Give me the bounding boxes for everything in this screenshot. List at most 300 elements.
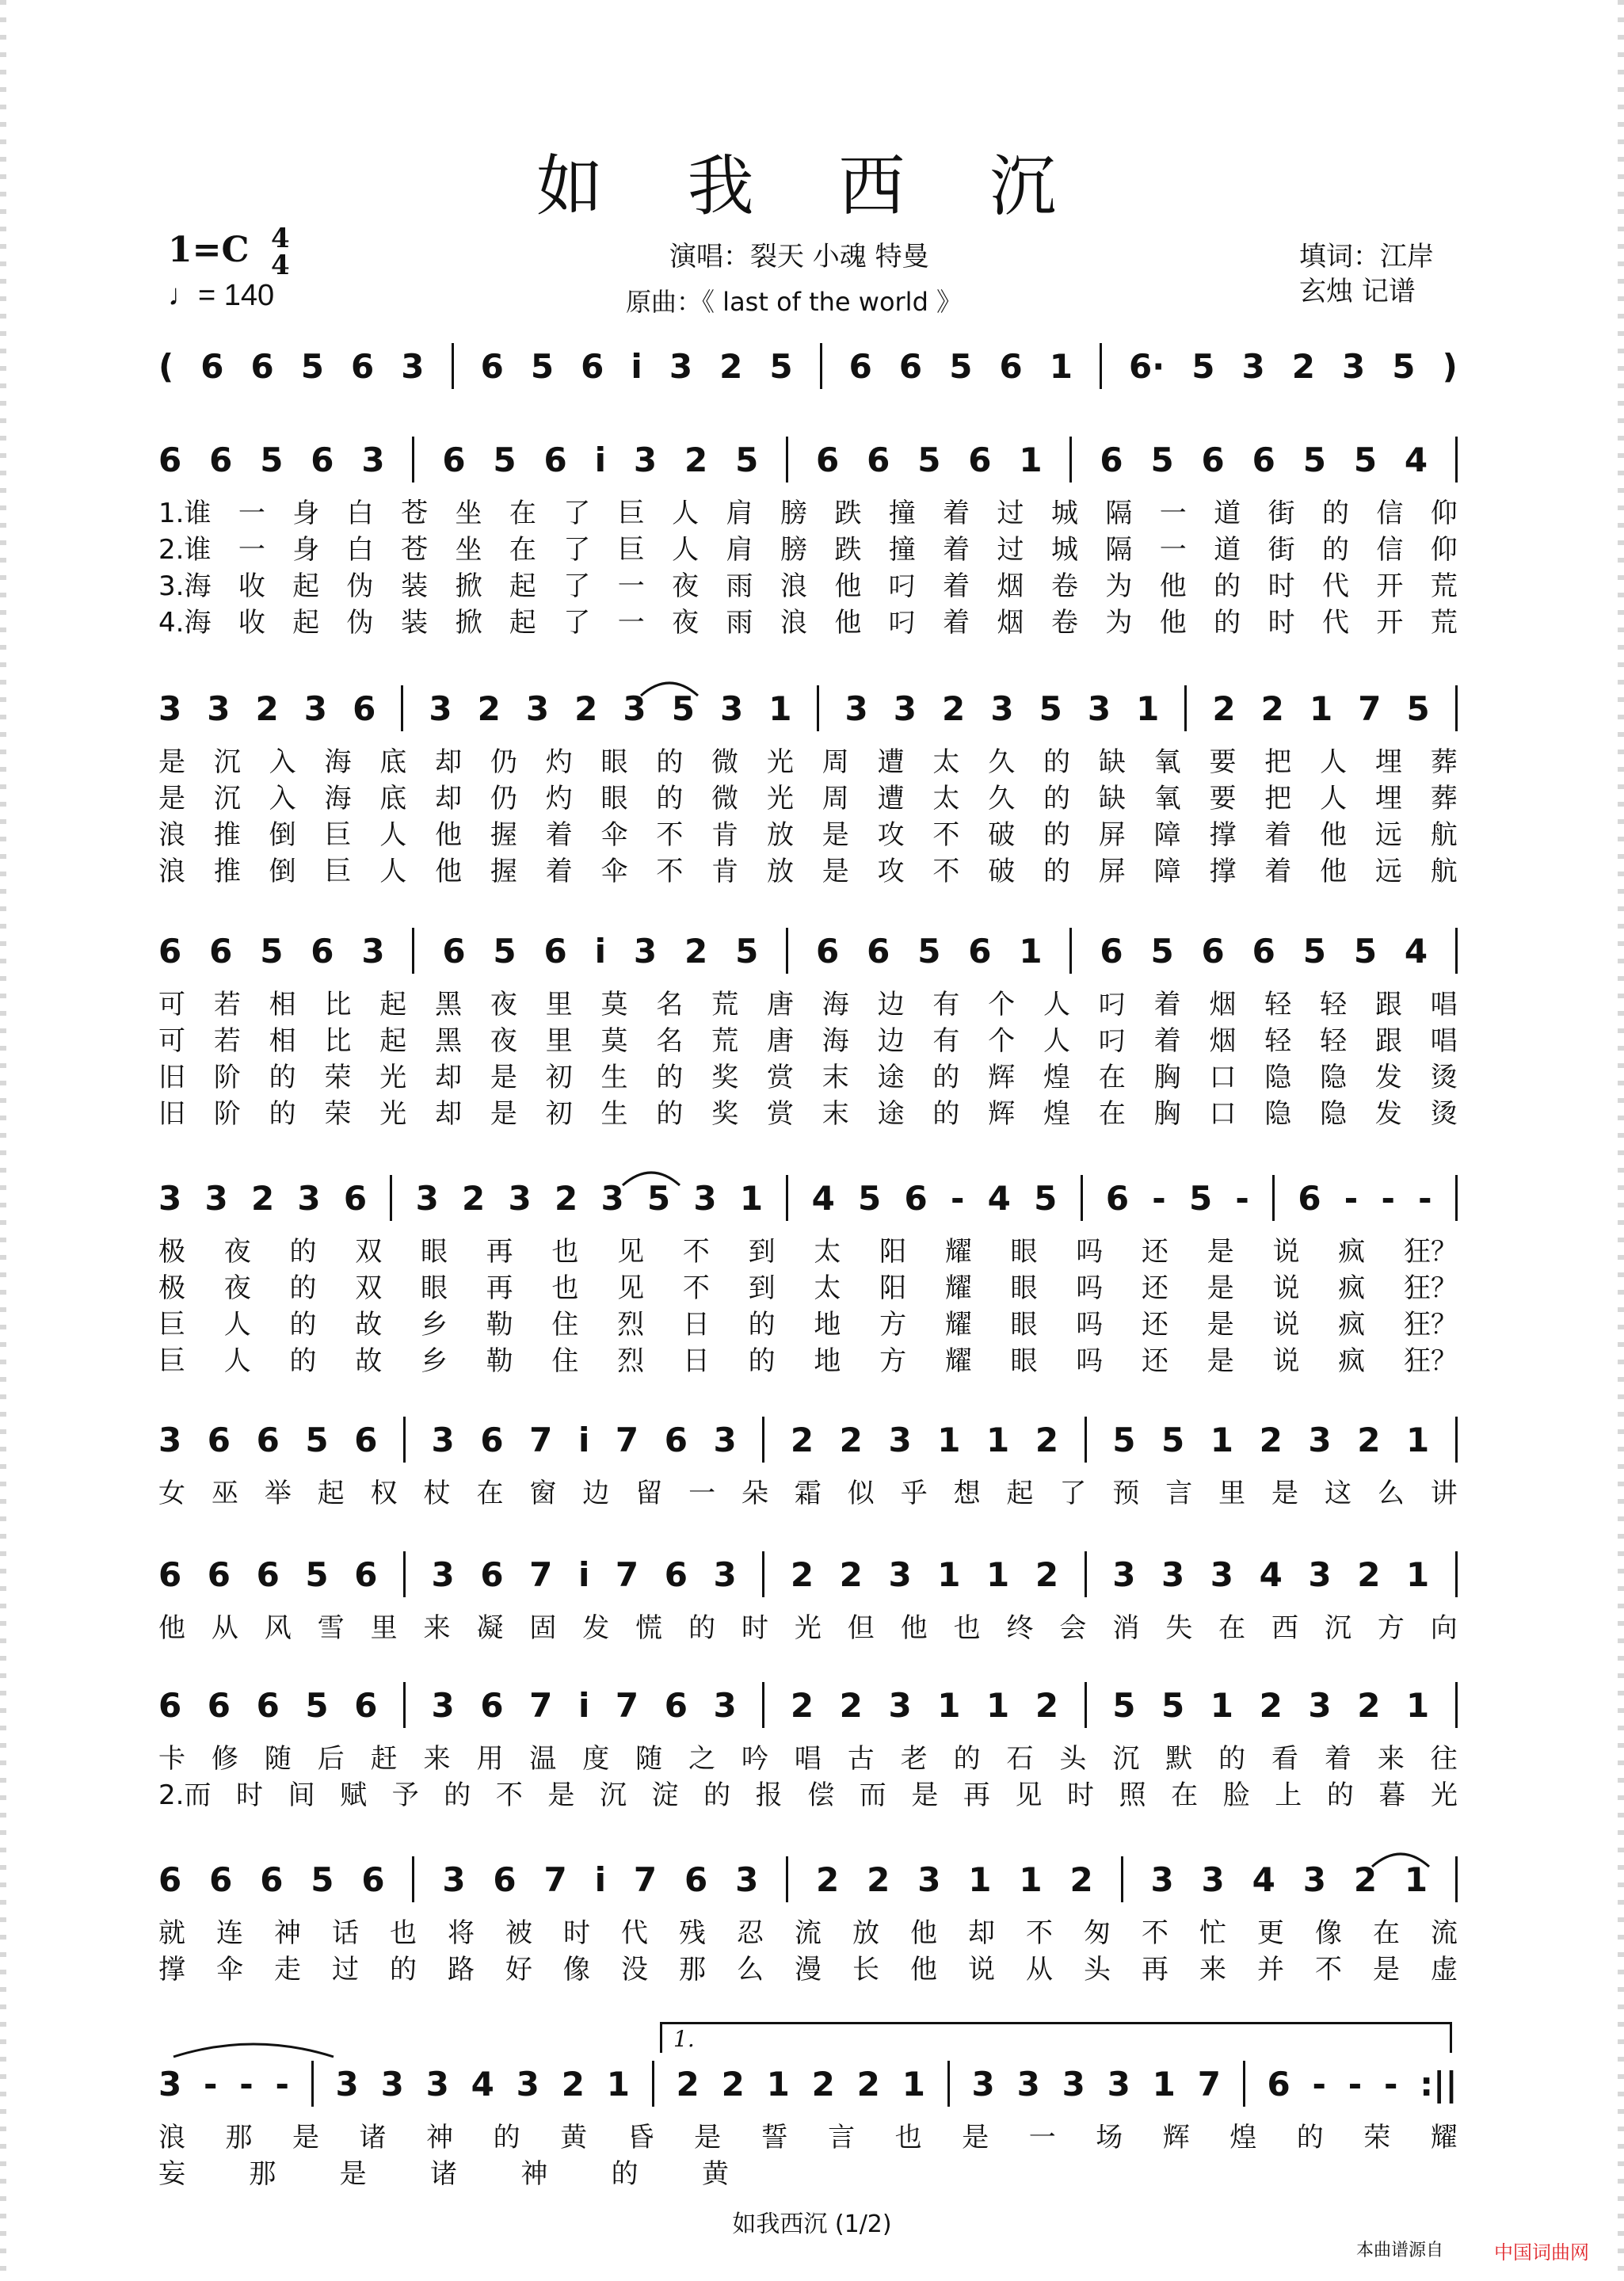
note-token: 4: [987, 1178, 1011, 1218]
lyric-char: 是: [490, 1098, 517, 1130]
note-token: 5: [1353, 440, 1378, 479]
note-token: 1: [1210, 1420, 1234, 1459]
lyric-char: 的: [611, 2158, 639, 2190]
lyric-char: 街: [1268, 534, 1295, 566]
lyric-char: 初: [545, 1062, 573, 1093]
lyric-char: 起: [509, 570, 536, 602]
lyric-char: 他: [1320, 819, 1348, 851]
lyric-char: 场: [1096, 2122, 1123, 2153]
note-token: 5: [917, 440, 941, 479]
note-token: 5: [311, 1860, 334, 1899]
lyric-char: 将: [448, 1917, 475, 1949]
lyric-line: [158, 1911, 1458, 1947]
lyric-line: [158, 1737, 1458, 1773]
lyric-char: 的: [390, 1954, 417, 1985]
notes-line: [158, 2058, 1458, 2109]
note-token: 3: [204, 1178, 228, 1218]
lyric-char: 他: [900, 1612, 928, 1644]
lyric-char: 卡: [158, 1743, 185, 1775]
lyric-char: 来: [1199, 1954, 1226, 1985]
lyric-line: [158, 601, 1458, 637]
lyric-char: 他: [435, 819, 463, 851]
lyric-char: 荒: [1430, 570, 1458, 602]
lyric-line: [158, 1773, 1458, 1810]
note-token: -: [275, 2064, 289, 2104]
lyric-char: 疯: [1338, 1236, 1366, 1268]
lyric-char: 有: [932, 989, 960, 1020]
lyric-char: 缺: [1098, 783, 1126, 814]
lyric-char: 么: [1377, 1478, 1405, 1509]
lyric-char: 在: [1171, 1779, 1199, 1811]
lyric-char: 赏: [766, 1062, 794, 1093]
note-token: 6: [354, 1420, 378, 1459]
lyric-char: 光: [1430, 1779, 1458, 1811]
lyric-char: 巨: [158, 1345, 185, 1377]
lyric-char: 是: [822, 856, 849, 887]
lyric-char: 里: [1218, 1478, 1246, 1509]
lyric-char: 不: [682, 1272, 710, 1304]
lyric-char: 一: [688, 1478, 716, 1509]
lyric-char: 乡: [420, 1309, 448, 1341]
lyric-char: 淀: [651, 1779, 679, 1811]
lyric-char: 了: [563, 534, 591, 566]
lyric-char: 报: [755, 1779, 783, 1811]
note-token: 2: [942, 688, 966, 728]
note-token: 6: [158, 1554, 182, 1594]
note-token: i: [594, 931, 607, 971]
lyric-char: 仰: [1430, 498, 1458, 529]
note-token: 1: [1019, 1860, 1043, 1899]
note-token: 3: [633, 931, 658, 971]
note-token: 3: [335, 2064, 359, 2104]
note-token: 3: [893, 688, 917, 728]
lyric-char: 着: [943, 570, 970, 602]
lyric-char: 苍: [401, 534, 429, 566]
lyric-char: 氧: [1153, 746, 1181, 778]
note-token: 3: [361, 931, 385, 971]
note-token: 4: [1404, 931, 1428, 971]
lyric-char: 巨: [324, 856, 352, 887]
lyric-char: 代: [1321, 607, 1349, 639]
note-token: 3: [401, 346, 425, 386]
lyric-char: 的: [1321, 534, 1349, 566]
note-token: 5: [493, 440, 517, 479]
note-token: 3: [1210, 1554, 1234, 1594]
lyric-char: 远: [1374, 819, 1402, 851]
lyric-char: 话: [332, 1917, 359, 1949]
lyric-char: 轻: [1320, 989, 1348, 1020]
lyric-char: 胸: [1153, 1062, 1181, 1093]
lyric-char: 唱: [794, 1743, 822, 1775]
note-token: i: [578, 1420, 590, 1459]
lyric-char: 头: [1084, 1954, 1111, 1985]
lyric-char: 脸: [1222, 1779, 1250, 1811]
lyric-char: 残: [679, 1917, 706, 1949]
note-token: 3: [1308, 1685, 1332, 1725]
lyric-char: 讲: [1430, 1478, 1458, 1509]
note-token: 6: [256, 1554, 280, 1594]
note-token: 2: [816, 1860, 840, 1899]
bar-line: [412, 928, 414, 974]
lyric-char: 起: [509, 607, 536, 639]
note-token: 2: [1353, 1860, 1378, 1899]
lyric-char: 还: [1142, 1345, 1169, 1377]
lyric-char: 的: [748, 1345, 776, 1377]
note-token: 6: [480, 346, 504, 386]
lyric-line: [158, 1055, 1458, 1092]
lyric-char: 修: [211, 1743, 238, 1775]
song-title: 如 我 西 沉: [536, 147, 1088, 225]
lyric-char: 4.海: [158, 607, 212, 639]
lyric-char: 像: [563, 1954, 590, 1985]
note-token: 6: [158, 440, 182, 479]
lyric-char: 见: [617, 1272, 645, 1304]
note-token: 6: [207, 1420, 231, 1459]
lyric-char: 太: [814, 1236, 841, 1268]
lyric-char: 破: [988, 819, 1016, 851]
lyric-char: 荣: [324, 1062, 352, 1093]
note-token: 6: [1252, 440, 1275, 479]
lyric-char: 路: [448, 1954, 475, 1985]
note-token: 3: [1062, 2064, 1085, 2104]
lyric-char: 光: [766, 783, 794, 814]
lyric-char: 来: [423, 1612, 451, 1644]
lyric-char: 疯: [1338, 1345, 1366, 1377]
lyric-char: 是: [292, 2122, 320, 2153]
lyric-char: 连: [216, 1917, 243, 1949]
lyric-char: 里: [545, 1025, 573, 1057]
lyric-char: 要: [1209, 746, 1237, 778]
lyric-char: 光: [766, 746, 794, 778]
note-token: 5: [300, 346, 324, 386]
lyric-char: 不: [656, 819, 684, 851]
note-token: 1: [1019, 931, 1043, 971]
lyric-char: 耀: [944, 1309, 972, 1341]
note-token: 2: [839, 1420, 863, 1459]
lyric-char: 埋: [1374, 746, 1402, 778]
note-token: 1: [1405, 1685, 1430, 1725]
lyric-char: 他: [1159, 570, 1187, 602]
note-token: 6: [250, 346, 274, 386]
lyric-char: 权: [370, 1478, 398, 1509]
lyric-char: 温: [529, 1743, 557, 1775]
lyric-char: 还: [1142, 1309, 1169, 1341]
lyric-char: 发: [1374, 1098, 1402, 1130]
note-token: 3: [1342, 346, 1366, 386]
note-token: 5: [735, 931, 759, 971]
lyric-char: 人: [1320, 783, 1348, 814]
lyric-char: 浪: [780, 570, 807, 602]
lyric-char: 黑: [435, 1025, 463, 1057]
lyric-char: 狂？: [1403, 1236, 1458, 1268]
lyric-char: 胸: [1153, 1098, 1181, 1130]
lyric-char: 的: [493, 2122, 520, 2153]
bar-line: [786, 1175, 788, 1221]
note-token: 6: [158, 931, 182, 971]
lyric-char: 光: [794, 1612, 822, 1644]
lyric-char: 仍: [490, 746, 517, 778]
lyric-char: 航: [1430, 856, 1458, 887]
note-token: 6: [1298, 1178, 1321, 1218]
note-token: 5: [305, 1554, 329, 1594]
lyric-char: 撞: [888, 498, 916, 529]
lyric-char: 旧: [158, 1062, 185, 1093]
lyric-char: 奖: [711, 1098, 739, 1130]
lyric-line: [158, 2115, 1458, 2152]
time-signature-top: 4: [271, 223, 290, 254]
site-name[interactable]: 中国词曲网: [1494, 2241, 1589, 2264]
lyric-char: 忍: [737, 1917, 764, 1949]
note-token: -: [1235, 1178, 1249, 1218]
lyric-char: 的: [1043, 856, 1070, 887]
note-token: 3: [888, 1554, 912, 1594]
note-token: 5: [305, 1685, 329, 1725]
lyric-char: 是: [1207, 1345, 1234, 1377]
lyric-line: [158, 1606, 1458, 1642]
lyric-char: 时: [1268, 607, 1295, 639]
note-token: 6: [1267, 2064, 1290, 2104]
lyric-char: 的: [289, 1309, 317, 1341]
lyric-line: [158, 776, 1458, 813]
lyric-char: 烫: [1430, 1062, 1458, 1093]
lyric-char: 是: [490, 1062, 517, 1093]
notes-line: [158, 683, 1458, 734]
system-chorus-2: [158, 1549, 1458, 1652]
note-token: 6: [968, 440, 992, 479]
lyric-char: 朵: [741, 1478, 768, 1509]
notes-line: [158, 341, 1458, 391]
note-token: 2: [1035, 1420, 1059, 1459]
note-token: 2: [1259, 1420, 1283, 1459]
lyric-char: 相: [269, 1025, 296, 1057]
lyric-char: 吗: [1076, 1272, 1104, 1304]
lyric-char: 放: [852, 1917, 879, 1949]
note-token: 4: [1259, 1554, 1283, 1594]
lyric-char: 乎: [900, 1478, 928, 1509]
bar-line: [1455, 1551, 1458, 1597]
note-token: 3: [361, 440, 385, 479]
lyric-char: 叼: [888, 607, 916, 639]
lyric-char: 人: [1043, 1025, 1070, 1057]
lyric-char: 推: [213, 819, 241, 851]
note-token: 4: [811, 1178, 835, 1218]
note-token: 2: [1259, 1685, 1283, 1725]
lyric-char: 烟: [1209, 1025, 1237, 1057]
note-token: 6: [480, 1685, 504, 1725]
lyric-line: [158, 1339, 1458, 1375]
transcriber-credit: 玄烛 记谱: [1299, 276, 1416, 307]
volta-number: 1.: [673, 2026, 695, 2052]
lyric-char: 吗: [1076, 1309, 1104, 1341]
note-token: 1: [1405, 1420, 1430, 1459]
lyric-char: 巫: [211, 1478, 238, 1509]
lyric-char: 吗: [1076, 1345, 1104, 1377]
note-token: -: [1384, 2064, 1398, 2104]
note-token: 3: [158, 1420, 182, 1459]
lyric-char: 攻: [877, 819, 905, 851]
lyric-char: 膀: [780, 534, 807, 566]
lyric-char: 隔: [1105, 498, 1133, 529]
lyric-char: 是: [1207, 1309, 1234, 1341]
bar-line: [1121, 1856, 1123, 1902]
note-token: 1: [1136, 688, 1160, 728]
lyric-char: 代: [621, 1917, 648, 1949]
note-token: 3: [600, 1178, 624, 1218]
lyric-char: 眼: [1010, 1345, 1038, 1377]
note-token: 7: [529, 1685, 553, 1725]
lyric-char: 方: [879, 1309, 907, 1341]
lyric-char: 是: [339, 2158, 367, 2190]
system-verse-1: [158, 434, 1458, 640]
lyric-char: 浪: [158, 856, 185, 887]
lyric-char: 吗: [1076, 1236, 1104, 1268]
note-token: 5: [671, 688, 695, 728]
lyric-char: 向: [1430, 1612, 1458, 1644]
bar-line: [786, 928, 788, 974]
lyric-char: 在: [1218, 1612, 1246, 1644]
note-token: 1: [1019, 440, 1043, 479]
lyric-char: 里: [370, 1612, 398, 1644]
lyric-char: 夜: [672, 570, 700, 602]
note-token: 3: [713, 1685, 737, 1725]
lyric-char: 的: [289, 1236, 317, 1268]
lyric-char: 2.谁: [158, 534, 212, 566]
lyric-char: 屏: [1098, 819, 1126, 851]
lyric-char: 像: [1315, 1917, 1342, 1949]
note-token: 6: [1100, 440, 1123, 479]
note-token: 7: [529, 1554, 553, 1594]
note-token: 6: [1105, 1178, 1130, 1218]
note-token: 7: [633, 1860, 658, 1899]
lyric-char: 卷: [1050, 607, 1078, 639]
note-token: 5: [1150, 931, 1174, 971]
volta-bracket: [660, 2022, 1452, 2053]
note-token: 5: [949, 346, 973, 386]
note-token: 5: [1161, 1420, 1185, 1459]
lyric-char: 途: [877, 1062, 905, 1093]
system-chorus-4: [158, 1854, 1458, 1997]
time-signature: [271, 225, 290, 279]
note-token: 2: [839, 1554, 863, 1594]
lyric-char: 伞: [216, 1954, 243, 1985]
note-token: 6: [158, 1685, 182, 1725]
bar-line: [390, 1175, 392, 1221]
note-token: 3: [1107, 2064, 1130, 2104]
lyric-char: 也: [894, 2122, 922, 2153]
lyric-char: 一: [238, 534, 265, 566]
bar-line: [1455, 1682, 1458, 1728]
note-token: 3: [1302, 1860, 1326, 1899]
lyric-char: 就: [158, 1917, 185, 1949]
note-token: 6: [353, 688, 376, 728]
lyric-char: 在: [509, 498, 536, 529]
lyric-char: 老: [900, 1743, 928, 1775]
lyric-char: 海: [324, 746, 352, 778]
note-token: 3: [207, 688, 231, 728]
note-token: 2: [1035, 1685, 1059, 1725]
lyric-char: 勒: [486, 1345, 513, 1377]
lyric-char: 太: [932, 783, 960, 814]
note-token: 2: [676, 2064, 700, 2104]
lyric-char: 若: [213, 1025, 241, 1057]
lyric-char: 沉: [599, 1779, 627, 1811]
lyric-char: 烟: [997, 607, 1024, 639]
lyric-char: 辉: [988, 1062, 1016, 1093]
lyric-char: 阶: [213, 1062, 241, 1093]
lyric-char: 的: [656, 1062, 684, 1093]
notes-line: [158, 1549, 1458, 1600]
bar-line: [947, 2061, 950, 2107]
note-token: 2: [867, 1860, 890, 1899]
lyric-char: 边: [877, 989, 905, 1020]
note-token: 3: [415, 1178, 439, 1218]
lyric-char: 途: [877, 1098, 905, 1130]
lyric-char: 的: [1214, 570, 1241, 602]
note-token: 6: [480, 1554, 504, 1594]
source-note: 本曲谱源自: [1356, 2241, 1444, 2260]
lyric-char: 莫: [600, 1025, 628, 1057]
lyric-char: 却: [435, 1062, 463, 1093]
notes-line: [158, 1173, 1458, 1223]
lyric-char: 漫: [795, 1954, 822, 1985]
note-token: 1: [766, 2064, 790, 2104]
note-token: -: [1152, 1178, 1166, 1218]
note-token: 6: [664, 1554, 688, 1594]
lyric-char: 是: [1373, 1954, 1400, 1985]
note-token: 3: [917, 1860, 941, 1899]
lyric-char: 着: [1264, 856, 1292, 887]
lyric-char: 入: [269, 783, 296, 814]
lyric-char: 轻: [1320, 1025, 1348, 1057]
lyric-char: 着: [1153, 1025, 1181, 1057]
lyric-line: [158, 1266, 1458, 1303]
lyric-char: 这: [1324, 1478, 1351, 1509]
lyric-char: 撞: [888, 534, 916, 566]
lyric-char: 收: [238, 570, 265, 602]
slur-mark: [1369, 1846, 1432, 1870]
lyric-char: 会: [1059, 1612, 1087, 1644]
note-token: 3: [516, 2064, 539, 2104]
lyric-char: 却: [968, 1917, 995, 1949]
lyric-char: 那: [679, 1954, 706, 1985]
note-token: 5: [1034, 1178, 1058, 1218]
lyric-char: 跟: [1374, 1025, 1402, 1057]
lyric-char: 在: [476, 1478, 504, 1509]
note-token: ): [1442, 346, 1458, 386]
note-token: 5: [1302, 931, 1326, 971]
lyric-char: 他: [1320, 856, 1348, 887]
lyric-char: 的: [1043, 783, 1070, 814]
lyric-char: 初: [545, 1098, 573, 1130]
note-token: 2: [856, 2064, 880, 2104]
lyric-line: [158, 849, 1458, 886]
lyric-char: 荣: [324, 1098, 352, 1130]
lyric-char: 推: [213, 856, 241, 887]
lyric-char: 的: [953, 1743, 981, 1775]
bar-line: [1455, 685, 1458, 731]
lyric-char: 是: [158, 783, 185, 814]
lyric-char: 那: [225, 2122, 253, 2153]
lyric-char: 沉: [1112, 1743, 1140, 1775]
note-token: 1: [968, 1860, 992, 1899]
lyric-char: 人: [1043, 989, 1070, 1020]
lyric-char: 窗: [529, 1478, 557, 1509]
lyric-char: 可: [158, 1025, 185, 1057]
note-token: 3: [888, 1685, 912, 1725]
lyric-char: 苍: [401, 498, 429, 529]
lyric-char: 黑: [435, 989, 463, 1020]
notes-line: [158, 925, 1458, 976]
